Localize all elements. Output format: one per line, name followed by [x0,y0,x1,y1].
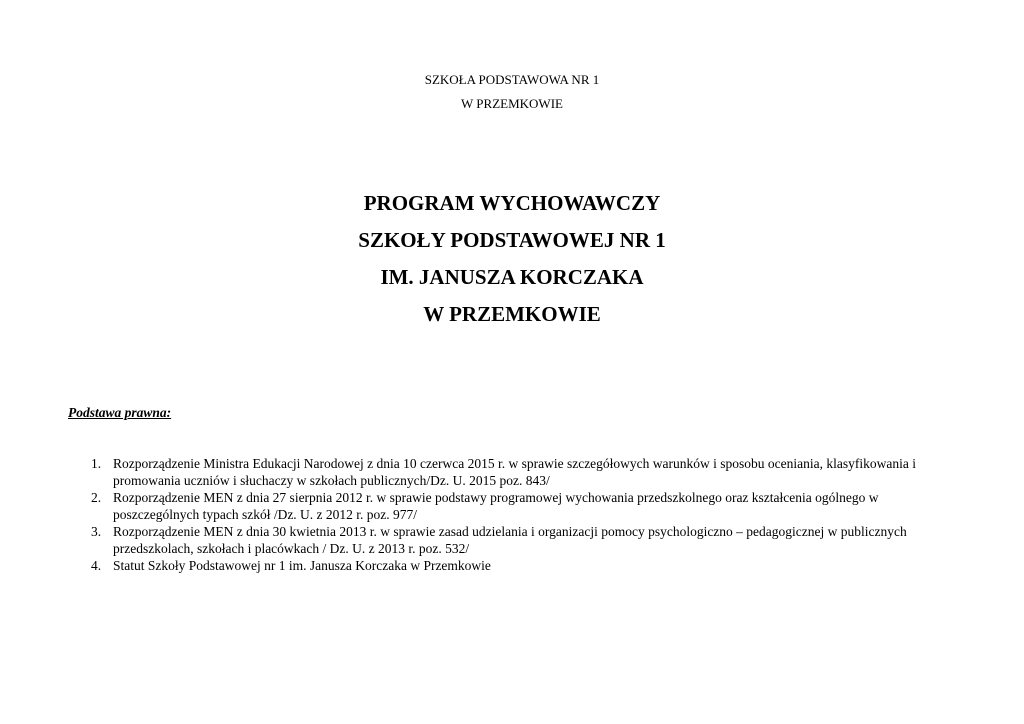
list-item-number: 1. [91,456,102,471]
school-location: W PRZEMKOWIE [461,96,563,111]
list-item-text: Rozporządzenie Ministra Edukacji Narodowej z dnia 10 czerwca 2015 r. w sprawie szczegółowych warunków i sposobu oceniania, klasyfikowania i promowania uczniów i słuchaczy w szkołach publicznych/Dz. U. 2015 poz. 843/ [113,456,916,488]
title-line-2: SZKOŁY PODSTAWOWEJ NR 1 [358,228,666,252]
title-line-4: W PRZEMKOWIE [423,302,601,326]
list-item-text: Rozporządzenie MEN z dnia 27 sierpnia 2012 r. w sprawie podstawy programowej wychowania przedszkolnego oraz kształcenia ogólnego w poszczególnych typach szkół /Dz. U. z 2012 r. poz. 977/ [113,490,879,522]
list-item [68,557,948,574]
title-line-1: PROGRAM WYCHOWAWCZY [363,191,661,215]
legal-basis-list [68,455,948,574]
list-item [68,523,948,557]
school-header [0,68,1024,116]
list-item-text: Statut Szkoły Podstawowej nr 1 im. Janusza Korczaka w Przemkowie [113,558,491,573]
list-item-number: 3. [91,524,102,539]
list-item-number: 2. [91,490,102,505]
legal-basis-heading: Podstawa prawna: [68,405,172,420]
list-item [68,489,948,523]
list-item [68,455,948,489]
list-item-number: 4. [91,558,102,573]
document-title [0,185,1024,333]
school-name: SZKOŁA PODSTAWOWA NR 1 [424,72,600,87]
list-item-text: Rozporządzenie MEN z dnia 30 kwietnia 2013 r. w sprawie zasad udzielania i organizacji pomocy psychologiczno – pedagogicznej w publicznych przedszkolach, szkołach i placówkach / Dz. U. z 2013 r. poz. 532/ [113,524,907,556]
title-line-3: IM. JANUSZA KORCZAKA [380,265,644,289]
